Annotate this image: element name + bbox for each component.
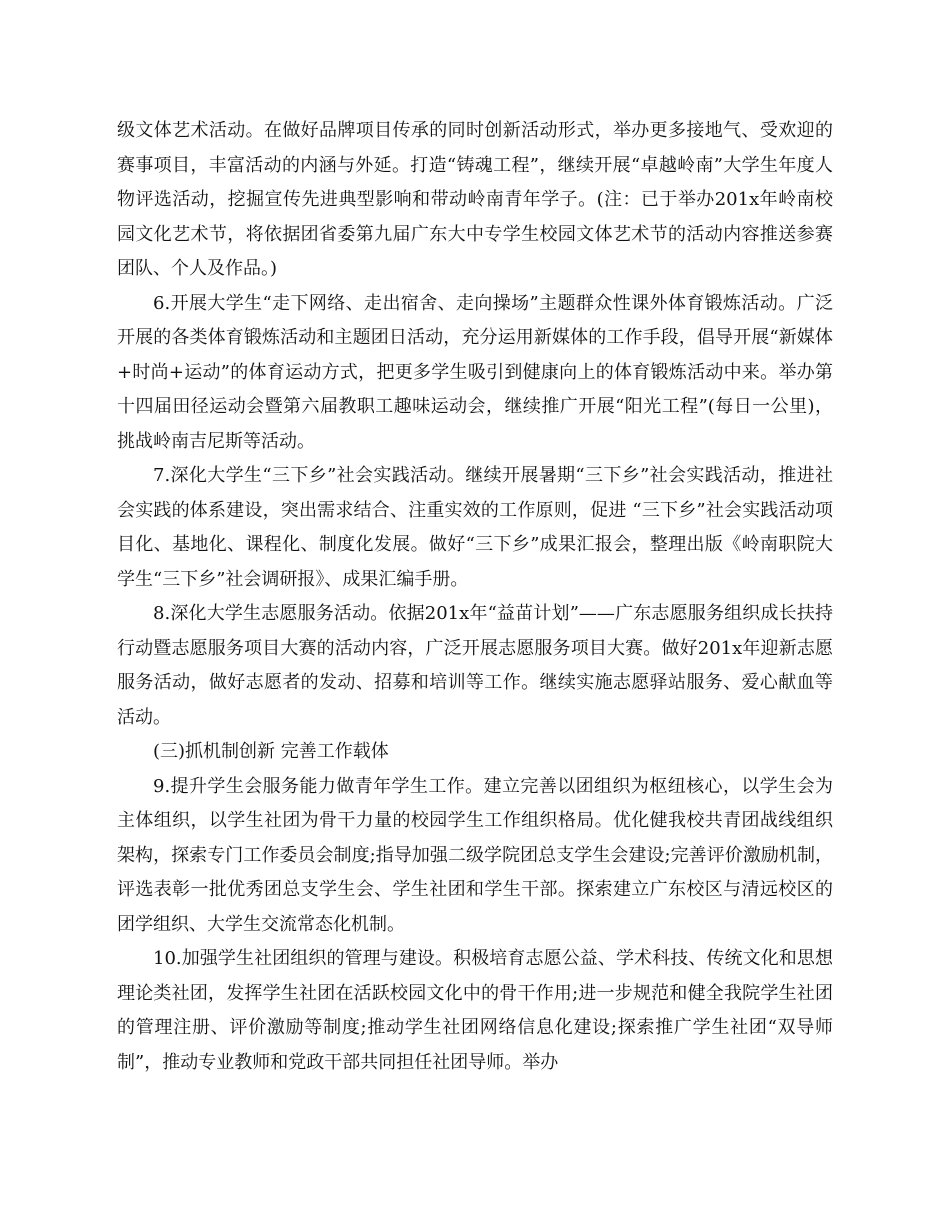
paragraph-item-7: 7.深化大学生“三下乡”社会实践活动。继续开展暑期“三下乡”社会实践活动，推进社会实践的体系建设，突出需求结合、注重实效的工作原则，促进 “三下乡”社会实践活动项目化、基地化、课程化、制度化发展。做好“三下乡”成果汇报会，整理出版《岭南职院大学生“三下乡”社会调研报》、成果汇编手册。 [117,465,833,590]
paragraph-item-6: 6.开展大学生“走下网络、走出宿舍、走向操场”主题群众性课外体育锻炼活动。广泛开展的各类体育锻炼活动和主题团日活动，充分运用新媒体的工作手段，倡导开展“新媒体+时尚+运动”的体育运动方式，把更多学生吸引到健康向上的体育锻炼活动中来。举办第十四届田径运动会暨第六届教职工趣味运动会，继续推广开展“阳光工程”(每日一公里)，挑战岭南吉尼斯等活动。 [117,292,833,452]
paragraph-item-10: 10.加强学生社团组织的管理与建设。积极培育志愿公益、学术科技、传统文化和思想理论类社团，发挥学生社团在活跃校园文化中的骨干作用;进一步规范和健全我院学生社团的管理注册、评价激励等制度;推动学生社团网络信息化建设;探索推广学生社团“双导师制”，推动专业教师和党政干部共同担任社团导师。举办 [117,948,833,1073]
paragraph-item-9: 9.提升学生会服务能力做青年学生工作。建立完善以团组织为枢纽核心，以学生会为主体组织，以学生社团为骨干力量的校园学生工作组织格局。优化健我校共青团战线组织架构，探索专门工作委员会制度;指导加强二级学院团总支学生会建设;完善评价激励机制，评选表彰一批优秀团总支学生会、学生社团和学生干部。探索建立广东校区与清远校区的团学组织、大学生交流常态化机制。 [117,775,833,935]
section-heading: (三)抓机制创新 完善工作载体 [153,741,389,762]
document-body [117,114,833,1080]
paragraph-item-8: 8.深化大学生志愿服务活动。依据201x年“益苗计划”——广东志愿服务组织成长扶持行动暨志愿服务项目大赛的活动内容，广泛开展志愿服务项目大赛。做好201x年迎新志愿服务活动，做好志愿者的发动、招募和培训等工作。继续实施志愿驿站服务、爱心献血等活动。 [117,603,833,728]
paragraph-continued: 级文体艺术活动。在做好品牌项目传承的同时创新活动形式，举办更多接地气、受欢迎的赛事项目，丰富活动的内涵与外延。打造“铸魂工程”，继续开展“卓越岭南”大学生年度人物评选活动，挖掘宣传先进典型影响和带动岭南青年学子。(注：已于举办201x年岭南校园文化艺术节，将依据团省委第九届广东大中专学生校园文体艺术节的活动内容推送参赛团队、个人及作品。) [117,120,833,279]
